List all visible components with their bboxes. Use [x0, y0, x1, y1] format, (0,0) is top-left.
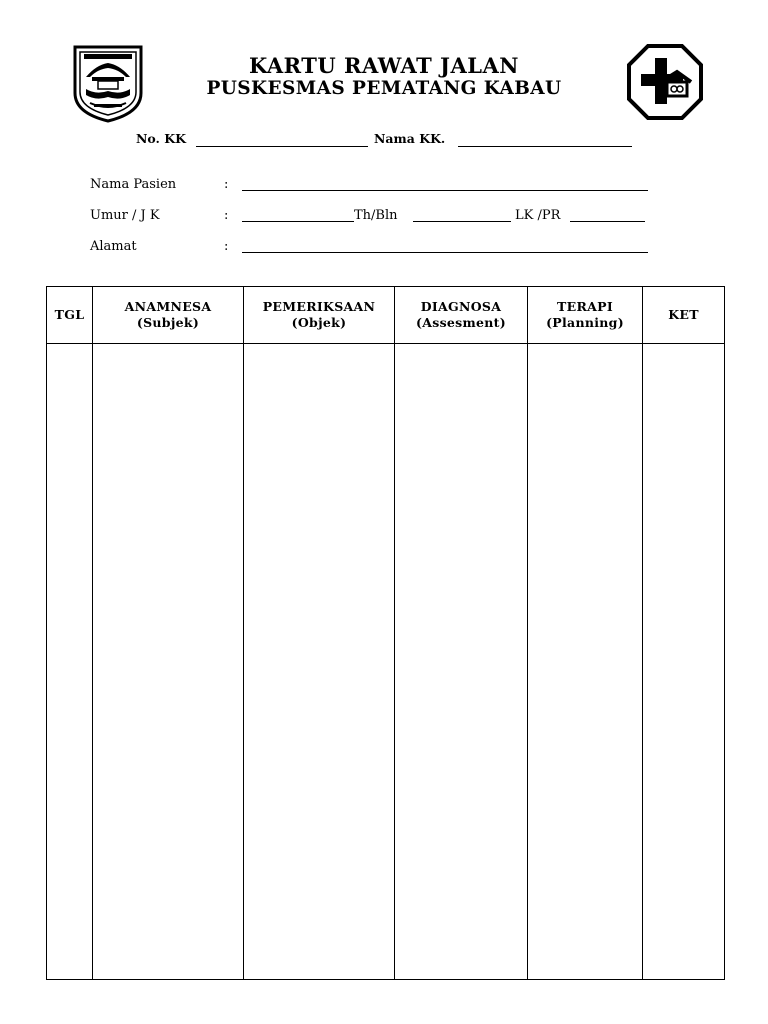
column-header-terapi: TERAPI (Planning) [528, 287, 643, 344]
clinic-name: PUSKESMAS PEMATANG KABAU [206, 78, 562, 99]
lk-pr-label: LK /PR [515, 208, 561, 223]
nama-kk-field[interactable] [458, 146, 632, 147]
diagnosa-cell[interactable] [395, 344, 528, 980]
colon-separator: : [224, 239, 229, 254]
table-header-row [47, 287, 725, 344]
th-bln-label: Th/Bln [354, 208, 398, 223]
column-header-anamnesa: ANAMNESA (Subjek) [93, 287, 244, 344]
colon-separator: : [224, 208, 229, 223]
alamat-label: Alamat [90, 239, 137, 254]
alamat-field[interactable] [242, 252, 648, 253]
jenis-kelamin-field[interactable] [570, 221, 645, 222]
anamnesa-cell[interactable] [93, 344, 244, 980]
record-table [46, 286, 725, 980]
nama-pasien-field[interactable] [242, 190, 648, 191]
terapi-cell[interactable] [528, 344, 643, 980]
table-row [47, 344, 725, 980]
no-kk-field[interactable] [196, 146, 368, 147]
column-header-tgl: TGL [47, 287, 93, 344]
no-kk-label: No. KK [136, 131, 186, 146]
card-title: KARTU RAWAT JALAN [248, 53, 520, 78]
pemeriksaan-cell[interactable] [244, 344, 395, 980]
tgl-cell[interactable] [47, 344, 93, 980]
nama-kk-label: Nama KK. [374, 131, 446, 146]
umur-field[interactable] [242, 221, 354, 222]
column-header-pemeriksaan: PEMERIKSAAN (Objek) [244, 287, 395, 344]
column-header-ket: KET [643, 287, 725, 344]
column-header-diagnosa: DIAGNOSA (Assesment) [395, 287, 528, 344]
colon-separator: : [224, 177, 229, 192]
ket-cell[interactable] [643, 344, 725, 980]
umur-jk-label: Umur / J K [90, 208, 160, 223]
th-bln-field[interactable] [413, 221, 511, 222]
nama-pasien-label: Nama Pasien [90, 177, 177, 192]
